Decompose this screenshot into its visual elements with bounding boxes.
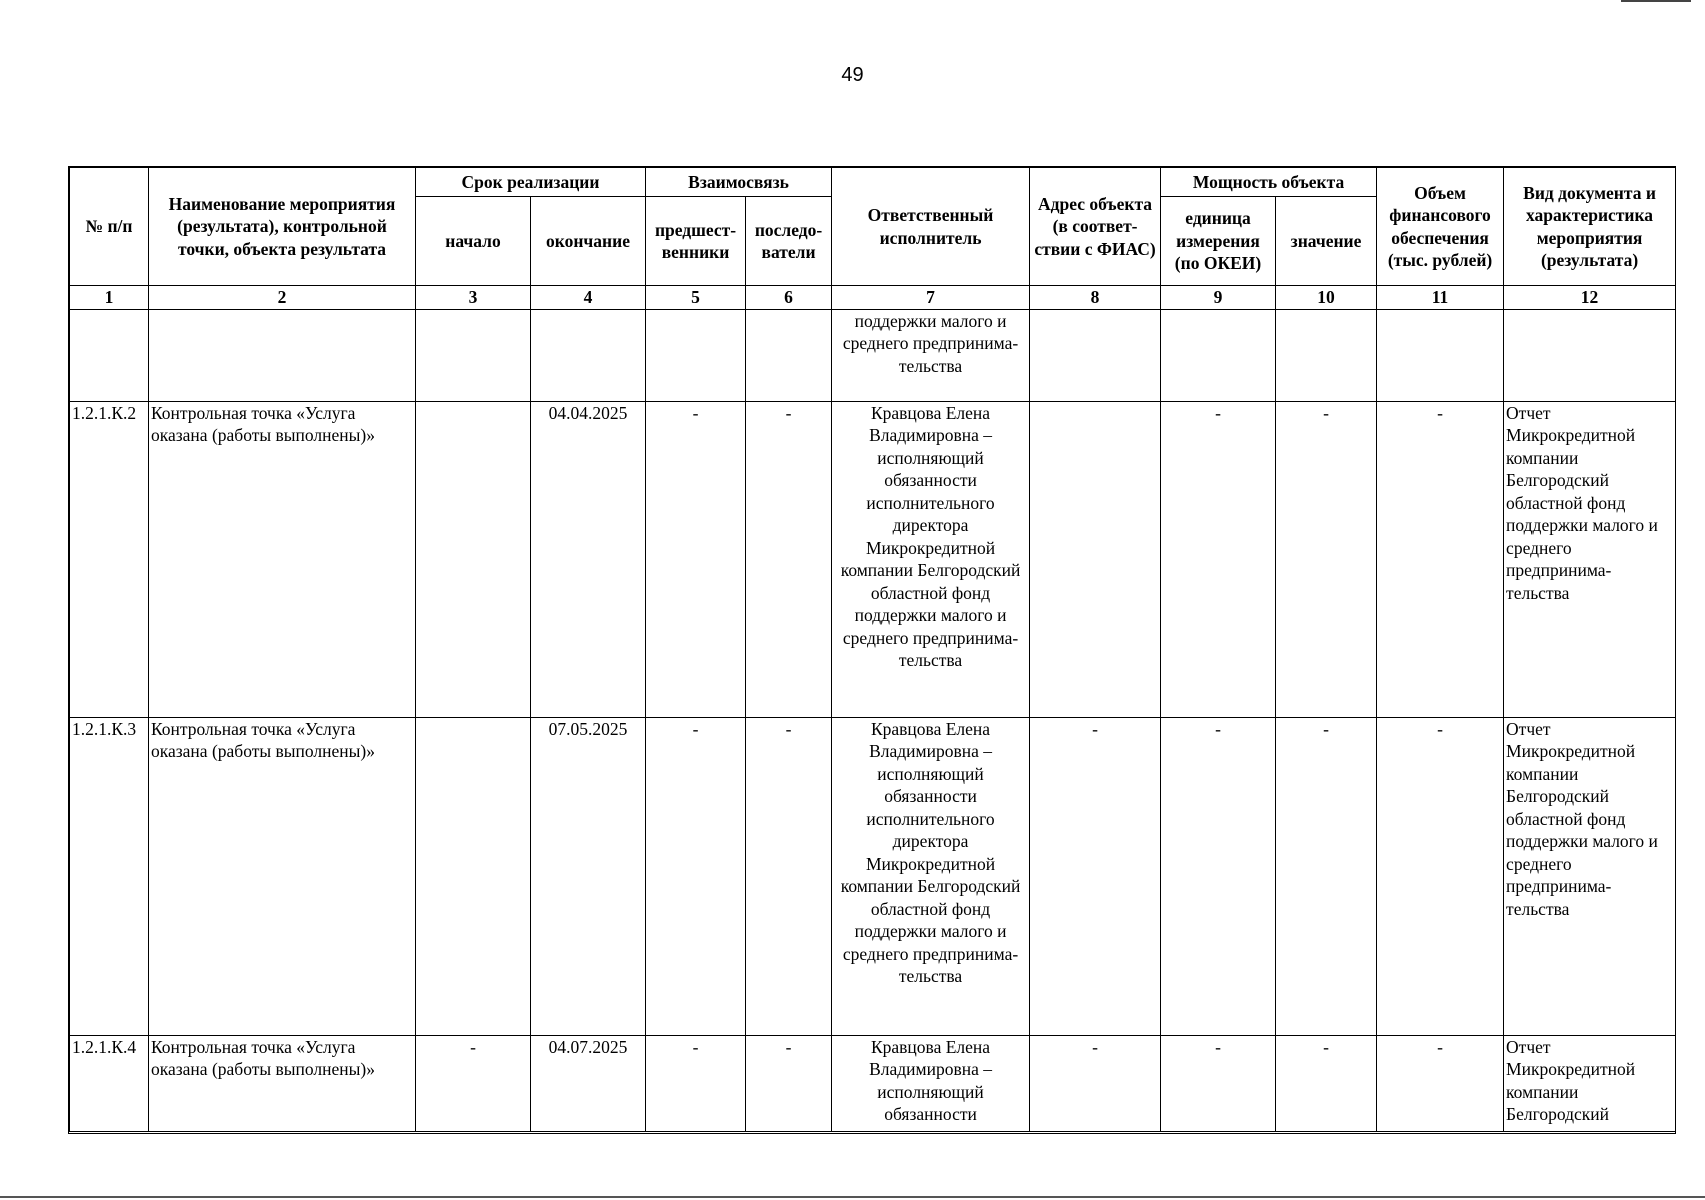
- row-predecessors: -: [646, 1035, 746, 1131]
- row-end: 04.04.2025: [531, 401, 646, 717]
- responsible-cell: поддержки малого и среднего предпринима-тельства: [832, 309, 1030, 401]
- row-address: -: [1030, 717, 1161, 1035]
- column-number: 10: [1276, 286, 1377, 310]
- column-number: 11: [1377, 286, 1504, 310]
- row-doc: Отчет Микрокредитной компании Белгородский: [1504, 1035, 1676, 1131]
- header-predecessors: предшест-венники: [646, 197, 746, 286]
- column-number: 6: [746, 286, 832, 310]
- scan-bottom-edge: [0, 1196, 1705, 1198]
- header-value: значение: [1276, 197, 1377, 286]
- row-start: [416, 401, 531, 717]
- row-successors: -: [746, 1035, 832, 1131]
- row-name: Контрольная точка «Услуга оказана (работы выполнены)»: [149, 717, 416, 1035]
- header-num: № п/п: [70, 168, 149, 286]
- header-term-group: Срок реализации: [416, 168, 646, 197]
- column-number: 4: [531, 286, 646, 310]
- header-successors: последо-ватели: [746, 197, 832, 286]
- row-address: [1030, 401, 1161, 717]
- row-name: Контрольная точка «Услуга оказана (работы выполнены)»: [149, 401, 416, 717]
- row-unit: -: [1161, 401, 1276, 717]
- column-number-row: [70, 286, 1676, 310]
- row-successors: -: [746, 401, 832, 717]
- row-unit: -: [1161, 717, 1276, 1035]
- row-number: 1.2.1.К.4: [70, 1035, 149, 1131]
- column-number: 3: [416, 286, 531, 310]
- row-funding: -: [1377, 717, 1504, 1035]
- row-end: 04.07.2025: [531, 1035, 646, 1131]
- row-number: 1.2.1.К.3: [70, 717, 149, 1035]
- column-number: 9: [1161, 286, 1276, 310]
- header-end: окончание: [531, 197, 646, 286]
- document-table-frame: [68, 166, 1676, 1134]
- header-doc-type: Вид документа и характеристика мероприятия (результата): [1504, 168, 1676, 286]
- row-doc: Отчет Микрокредитной компании Белгородский областной фонд поддержки малого и среднего предпринима-тельства: [1504, 401, 1676, 717]
- table-row: [70, 1035, 1676, 1131]
- table-row-continuation: [70, 309, 1676, 401]
- table-header: [70, 168, 1676, 310]
- row-successors: -: [746, 717, 832, 1035]
- row-value: -: [1276, 401, 1377, 717]
- table-body: [70, 309, 1676, 1131]
- row-name: Контрольная точка «Услуга оказана (работы выполнены)»: [149, 1035, 416, 1131]
- header-start: начало: [416, 197, 531, 286]
- scan-edge-mark: [1621, 0, 1691, 2]
- table-row: [70, 401, 1676, 717]
- row-unit: -: [1161, 1035, 1276, 1131]
- header-name: Наименование мероприятия (результата), контрольной точки, объекта результата: [149, 168, 416, 286]
- column-number: 5: [646, 286, 746, 310]
- page-number: 49: [841, 64, 864, 86]
- row-responsible: Кравцова Елена Владимировна – исполняющий обязанности исполнительного директора Микрокредитной компании Белгородский областной фонд поддержки малого и среднего предпринима-тельства: [832, 401, 1030, 717]
- header-link-group: Взаимосвязь: [646, 168, 832, 197]
- table-row: [70, 717, 1676, 1035]
- row-predecessors: -: [646, 401, 746, 717]
- row-responsible: Кравцова Елена Владимировна – исполняющий обязанности исполнительного директора Микрокредитной компании Белгородский областной фонд поддержки малого и среднего предпринима-тельства: [832, 717, 1030, 1035]
- row-number: 1.2.1.К.2: [70, 401, 149, 717]
- column-number: 7: [832, 286, 1030, 310]
- header-responsible: Ответственный исполнитель: [832, 168, 1030, 286]
- row-doc: Отчет Микрокредитной компании Белгородский областной фонд поддержки малого и среднего предпринима-тельства: [1504, 717, 1676, 1035]
- header-unit: единица измерения (по ОКЕИ): [1161, 197, 1276, 286]
- row-start: [416, 717, 531, 1035]
- column-number: 1: [70, 286, 149, 310]
- row-address: -: [1030, 1035, 1161, 1131]
- header-capacity-group: Мощность объекта: [1161, 168, 1377, 197]
- column-number: 8: [1030, 286, 1161, 310]
- plan-table: [69, 167, 1676, 1132]
- column-number: 12: [1504, 286, 1676, 310]
- column-number: 2: [149, 286, 416, 310]
- header-address: Адрес объекта (в соответ-ствии с ФИАС): [1030, 168, 1161, 286]
- row-start: -: [416, 1035, 531, 1131]
- row-predecessors: -: [646, 717, 746, 1035]
- row-responsible: Кравцова Елена Владимировна – исполняющий обязанности: [832, 1035, 1030, 1131]
- header-funding: Объем финансового обеспечения (тыс. рублей): [1377, 168, 1504, 286]
- row-value: -: [1276, 1035, 1377, 1131]
- row-value: -: [1276, 717, 1377, 1035]
- row-funding: -: [1377, 401, 1504, 717]
- row-funding: -: [1377, 1035, 1504, 1131]
- row-end: 07.05.2025: [531, 717, 646, 1035]
